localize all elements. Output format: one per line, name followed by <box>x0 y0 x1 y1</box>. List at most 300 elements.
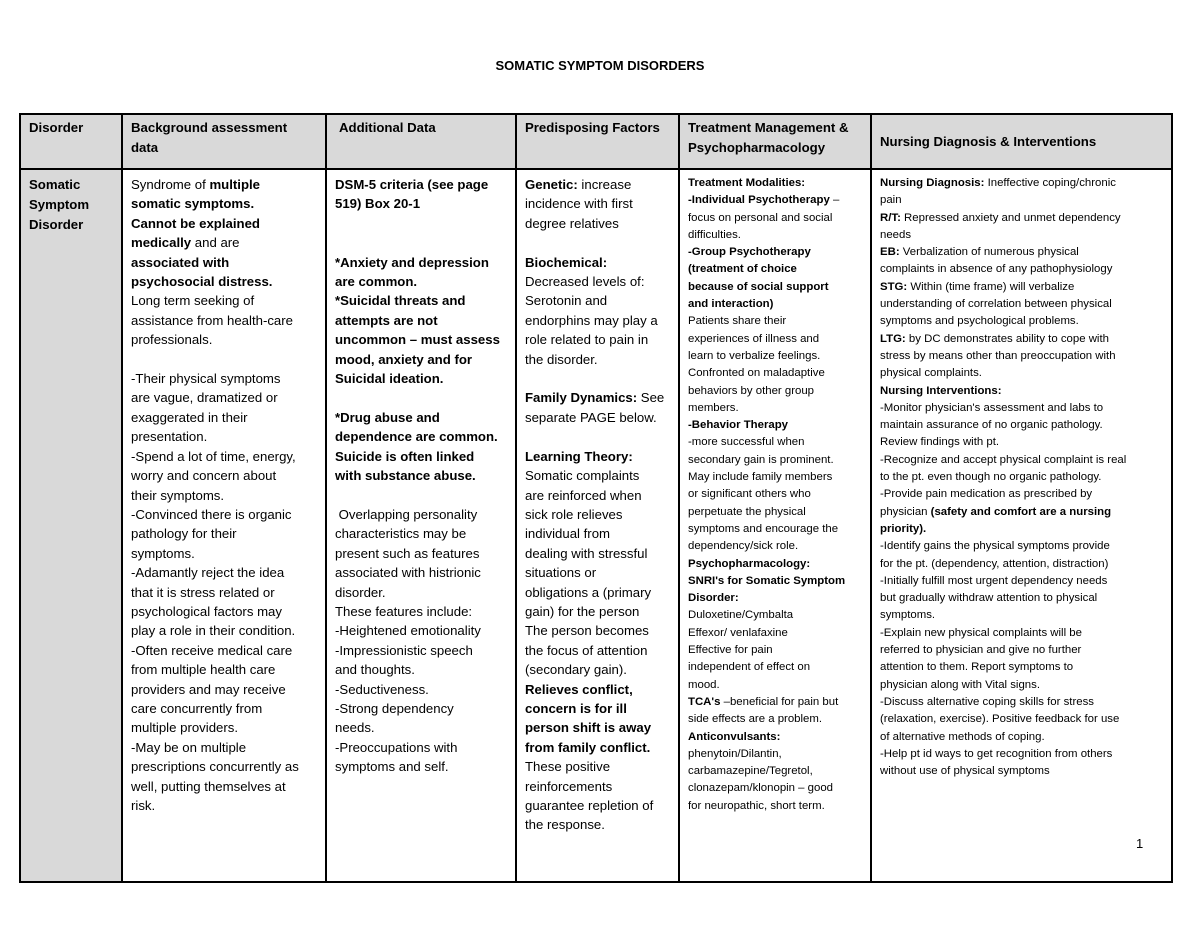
table-header-row <box>20 114 1172 169</box>
cell-line <box>880 383 1163 400</box>
cell-line <box>880 538 1163 555</box>
text-run: characteristics may be <box>335 526 467 542</box>
cell-line <box>688 711 862 728</box>
cell-line <box>880 279 1163 296</box>
text-run: pain <box>880 194 902 207</box>
text-run: multiple providers. <box>131 720 239 736</box>
cell-line <box>131 291 317 310</box>
cell-line <box>525 718 670 737</box>
cell-line <box>131 194 317 213</box>
text-run: well, putting themselves at <box>131 778 286 794</box>
text-run: -Their physical symptoms <box>131 371 281 387</box>
bold-text: associated with <box>131 254 230 270</box>
text-run: care concurrently from <box>131 700 263 716</box>
cell-line <box>525 544 670 563</box>
header-additional-label: Additional Data <box>339 120 436 135</box>
cell-line <box>880 417 1163 434</box>
cell-line <box>880 296 1163 313</box>
cell-line <box>880 400 1163 417</box>
bold-text: medically <box>131 235 192 251</box>
bold-text: EB: <box>880 246 900 259</box>
bold-text: attempts are not <box>335 312 438 328</box>
text-run: independent of effect on <box>688 661 811 674</box>
text-run: -Often receive medical care <box>131 642 293 658</box>
nursing-cell <box>871 169 1172 882</box>
cell-line <box>525 699 670 718</box>
text-run: -Initially fulfill most urgent dependency needs <box>880 574 1108 587</box>
text-run: but gradually withdraw attention to physical <box>880 592 1098 605</box>
bold-text: -Behavior Therapy <box>688 419 789 432</box>
cell-line <box>688 556 862 573</box>
text-run: Serotonin and <box>525 293 608 309</box>
text-run: reinforcements <box>525 778 613 794</box>
bold-text: are common. <box>335 274 418 290</box>
text-run: May include family members <box>688 471 833 484</box>
text-run: present such as features <box>335 545 480 561</box>
cell-line <box>131 757 317 776</box>
text-run: guarantee repletion of <box>525 798 654 813</box>
cell-line: Somatic <box>29 177 81 192</box>
bold-text: dependence are common. <box>335 429 498 445</box>
bold-text: -Group Psychotherapy <box>688 246 811 259</box>
cell-line <box>335 738 507 757</box>
bold-text: person shift is away <box>525 720 652 736</box>
additional-cell <box>326 169 516 882</box>
text-run: Patients share their <box>688 315 787 328</box>
text-run: Review findings with pt. <box>880 436 1000 449</box>
cell-line <box>335 602 507 621</box>
bold-text: with substance abuse. <box>335 468 476 484</box>
text-run: complaints in absence of any pathophysiology <box>880 263 1113 276</box>
cell-line <box>525 311 670 330</box>
text-run: learn to verbalize feelings. <box>688 349 821 362</box>
cell-line <box>335 641 507 660</box>
text-run: -Convinced there is organic <box>131 506 292 522</box>
bold-text: SNRI's for Somatic Symptom <box>688 574 846 587</box>
cell-line <box>688 521 862 538</box>
text-run: prescriptions concurrently as <box>131 759 299 775</box>
text-run: Long term seeking of <box>131 293 255 309</box>
text-run: are reinforced when <box>525 487 642 503</box>
background-cell <box>122 169 326 882</box>
cell-line <box>880 486 1163 503</box>
text-run: Syndrome of <box>131 177 210 192</box>
text-run: Overlapping personality <box>335 506 478 522</box>
text-run: These features include: <box>335 603 473 619</box>
cell-line <box>131 680 317 699</box>
cell-line <box>880 521 1163 538</box>
cell-line <box>525 466 670 485</box>
cell-line <box>335 447 507 466</box>
text-run: -Heightened emotionality <box>335 623 481 639</box>
text-run: presentation. <box>131 429 208 445</box>
text-run: focus on personal and social <box>688 211 833 224</box>
text-run: -Discuss alternative coping skills for stress <box>880 695 1094 708</box>
cell-line <box>335 718 507 737</box>
cell-line <box>880 175 1163 192</box>
cell-line <box>880 659 1163 676</box>
cell-line <box>335 388 507 407</box>
cell-line <box>880 227 1163 244</box>
bold-text: Suicidal ideation. <box>335 371 444 387</box>
bold-text: Anticonvulsants: <box>688 730 781 743</box>
cell-line <box>131 544 317 563</box>
cell-line <box>335 544 507 563</box>
text-run: -Impressionistic speech <box>335 642 473 658</box>
bold-text: Genetic: <box>525 177 578 192</box>
cell-line <box>335 408 507 427</box>
text-run: dependency/sick role. <box>688 540 799 553</box>
text-run: These positive <box>525 759 611 775</box>
cell-line <box>880 625 1163 642</box>
cell-line <box>335 466 507 485</box>
header-disorder: Disorder <box>20 114 122 169</box>
text-run: by DC demonstrates ability to cope with <box>905 332 1109 345</box>
page-number: 1 <box>1136 836 1144 851</box>
cell-line <box>688 434 862 451</box>
text-run: dealing with stressful <box>525 545 648 561</box>
bold-text: Psychopharmacology: <box>688 557 811 570</box>
cell-line <box>525 583 670 602</box>
text-run: difficulties. <box>688 228 741 241</box>
cell-line <box>335 175 507 194</box>
bold-text: R/T: <box>880 211 901 224</box>
text-run: Ineffective coping/chronic <box>984 177 1116 189</box>
text-run: physical complaints. <box>880 367 982 380</box>
bold-text: somatic symptoms. <box>131 196 255 212</box>
cell-line <box>688 642 862 659</box>
cell-line <box>335 194 507 213</box>
cell-line <box>525 621 670 640</box>
cell-line <box>335 291 507 310</box>
cell-line <box>525 660 670 679</box>
text-run: without use of physical symptoms <box>880 765 1050 778</box>
cell-line <box>880 556 1163 573</box>
text-run: separate PAGE below. <box>525 409 657 425</box>
bold-text: DSM-5 criteria (see page <box>335 177 489 192</box>
bold-text: Suicide is often linked <box>335 448 475 464</box>
cell-line <box>131 718 317 737</box>
cell-line <box>880 607 1163 624</box>
cell-line <box>525 330 670 349</box>
cell-line <box>880 763 1163 780</box>
text-run: -Monitor physician's assessment and labs to <box>880 401 1104 414</box>
text-run: providers and may receive <box>131 681 286 697</box>
cell-line <box>131 738 317 757</box>
cell-line <box>525 777 670 796</box>
text-run: -Spend a lot of time, energy, <box>131 448 296 464</box>
cell-line <box>880 244 1163 261</box>
cell-line <box>688 538 862 555</box>
cell-line <box>880 192 1163 209</box>
text-run: needs <box>880 228 912 241</box>
bold-text: uncommon – must assess <box>335 332 500 348</box>
bold-text: from family conflict. <box>525 739 651 755</box>
bold-text: psychosocial distress. <box>131 274 273 290</box>
cell-line <box>131 272 317 291</box>
bold-text: Nursing Diagnosis: <box>880 177 985 189</box>
cell-line <box>880 331 1163 348</box>
text-run: -Identify gains the physical symptoms provide <box>880 540 1110 553</box>
cell-line <box>525 233 670 252</box>
text-run: physician <box>880 505 931 518</box>
cell-line <box>525 563 670 582</box>
text-run: risk. <box>131 798 156 813</box>
cell-line <box>880 590 1163 607</box>
cell-line <box>335 505 507 524</box>
text-run: Effexor/ venlafaxine <box>688 626 788 639</box>
bold-text: because of social support <box>688 280 829 293</box>
bold-text: LTG: <box>880 332 906 345</box>
symptom-table <box>19 113 1173 883</box>
cell-line <box>688 625 862 642</box>
cell-line <box>688 192 862 209</box>
cell-line <box>688 659 862 676</box>
cell-line <box>131 505 317 524</box>
cell-line <box>688 331 862 348</box>
cell-line <box>688 763 862 780</box>
text-run: See <box>637 390 665 406</box>
text-run: physician along with Vital signs. <box>880 678 1040 691</box>
bold-text: *Anxiety and depression <box>335 254 489 270</box>
text-run: worry and concern about <box>131 468 277 484</box>
text-run: the disorder. <box>525 351 598 367</box>
cell-line <box>688 677 862 694</box>
cell-line <box>688 590 862 607</box>
text-run: maintain assurance of no organic pathology. <box>880 419 1103 432</box>
cell-line <box>688 504 862 521</box>
cell-line <box>880 261 1163 278</box>
bold-text: Biochemical: <box>525 254 608 270</box>
cell-line <box>131 330 317 349</box>
cell-line <box>688 746 862 763</box>
cell-line <box>131 777 317 796</box>
cell-line <box>131 214 317 233</box>
cell-line <box>688 227 862 244</box>
text-run: role related to pain in <box>525 332 649 348</box>
cell-line <box>131 660 317 679</box>
cell-line <box>131 175 317 194</box>
header-predisposing: Predisposing Factors <box>516 114 679 169</box>
bold-text: concern is for ill <box>525 700 627 716</box>
text-run: to the pt. even though no organic pathology. <box>880 471 1102 484</box>
cell-line <box>688 798 862 815</box>
cell-line <box>131 796 317 815</box>
text-run: individual from <box>525 526 611 542</box>
bold-text: and interaction) <box>688 298 774 311</box>
text-run: Confronted on maladaptive <box>688 367 825 380</box>
cell-line <box>688 175 862 192</box>
text-run: Somatic complaints <box>525 468 640 484</box>
text-run: and thoughts. <box>335 662 415 678</box>
cell-line <box>335 427 507 446</box>
text-run: their symptoms. <box>131 487 225 503</box>
cell-line <box>335 214 507 233</box>
text-run: sick role relieves <box>525 506 623 522</box>
cell-line <box>880 348 1163 365</box>
text-run: -Preoccupations with <box>335 739 458 755</box>
text-run: clonazepam/klonopin – good <box>688 782 834 795</box>
cell-line <box>880 694 1163 711</box>
header-treatment: Treatment Management & Psychopharmacology <box>679 114 871 169</box>
cell-line <box>131 427 317 446</box>
cell-line <box>880 642 1163 659</box>
text-run: side effects are a problem. <box>688 713 823 726</box>
cell-line <box>525 214 670 233</box>
text-run: symptoms. <box>880 609 936 622</box>
cell-line <box>880 313 1163 330</box>
cell-line <box>335 680 507 699</box>
text-run: obligations a (primary <box>525 584 652 600</box>
text-run: gain) for the person <box>525 603 640 619</box>
bold-text: Relieves conflict, <box>525 681 633 697</box>
cell-line <box>688 486 862 503</box>
cell-line <box>335 330 507 349</box>
cell-line <box>335 621 507 640</box>
cell-line <box>335 369 507 388</box>
cell-line <box>525 641 670 660</box>
bold-text: mood, anxiety and for <box>335 351 473 367</box>
bold-text: Disorder: <box>688 592 739 605</box>
cell-line <box>688 365 862 382</box>
cell-line <box>688 383 862 400</box>
bold-text: *Suicidal threats and <box>335 293 466 309</box>
cell-line <box>525 815 670 834</box>
text-run: referred to physician and give no further <box>880 644 1082 657</box>
bold-text: 519) Box 20-1 <box>335 196 421 212</box>
cell-line <box>525 388 670 407</box>
cell-line <box>131 563 317 582</box>
header-additional <box>326 114 516 169</box>
cell-line <box>525 757 670 776</box>
text-run: that it is stress related or <box>131 584 275 600</box>
text-run: symptoms and encourage the <box>688 522 839 535</box>
cell-line <box>525 796 670 815</box>
text-run: the focus of attention <box>525 642 648 658</box>
text-run: degree relatives <box>525 215 619 231</box>
text-run: disorder. <box>335 584 386 600</box>
cell-line <box>688 729 862 746</box>
cell-line <box>688 452 862 469</box>
cell-line <box>335 563 507 582</box>
text-run: phenytoin/Dilantin, <box>688 747 782 760</box>
cell-line: Symptom <box>29 197 90 212</box>
text-run: psychological factors may <box>131 603 282 619</box>
cell-line <box>335 757 507 776</box>
text-run: assistance from health-care <box>131 312 293 328</box>
text-run: increase <box>577 177 632 192</box>
cell-line <box>335 660 507 679</box>
text-run: -more successful when <box>688 436 805 449</box>
header-nursing: Nursing Diagnosis & Interventions <box>871 114 1172 169</box>
cell-line <box>525 447 670 466</box>
cell-line <box>688 279 862 296</box>
cell-line <box>880 469 1163 486</box>
cell-line <box>525 175 670 194</box>
text-run: Duloxetine/Cymbalta <box>688 609 794 622</box>
text-run: -Adamantly reject the idea <box>131 565 285 581</box>
cell-line <box>525 350 670 369</box>
text-run: The person becomes <box>525 623 649 639</box>
text-run: Effective for pain <box>688 644 773 657</box>
cell-line <box>525 602 670 621</box>
cell-line <box>131 466 317 485</box>
cell-line: Disorder <box>29 217 84 232</box>
cell-line <box>880 365 1163 382</box>
cell-line <box>335 486 507 505</box>
cell-line <box>525 291 670 310</box>
cell-line <box>525 738 670 757</box>
bold-text: (treatment of choice <box>688 263 797 276</box>
cell-line <box>880 504 1163 521</box>
text-run: or significant others who <box>688 488 811 501</box>
cell-line <box>131 621 317 640</box>
cell-line <box>525 505 670 524</box>
text-run: needs. <box>335 720 375 736</box>
text-run: and are <box>191 235 240 251</box>
text-run: Decreased levels of: <box>525 274 645 290</box>
cell-line <box>880 711 1163 728</box>
cell-line <box>880 210 1163 227</box>
cell-line <box>525 194 670 213</box>
text-run: are vague, dramatized or <box>131 390 278 406</box>
text-run: members. <box>688 401 739 414</box>
cell-line <box>688 261 862 278</box>
cell-line <box>131 447 317 466</box>
text-run: perpetuate the physical <box>688 505 806 518</box>
text-run: experiences of illness and <box>688 332 820 345</box>
text-run: of alternative methods of coping. <box>880 730 1045 743</box>
text-run: for neuropathic, short term. <box>688 799 825 812</box>
cell-line <box>335 272 507 291</box>
text-run: behaviors by other group <box>688 384 815 397</box>
cell-line <box>688 417 862 434</box>
cell-line <box>525 272 670 291</box>
text-run: symptoms. <box>131 545 195 561</box>
bold-text: priority). <box>880 522 927 535</box>
text-run: associated with histrionic <box>335 565 481 581</box>
cell-line <box>525 427 670 446</box>
cell-line <box>880 573 1163 590</box>
text-run: situations or <box>525 565 597 581</box>
cell-line <box>131 641 317 660</box>
text-run: -Seductiveness. <box>335 681 429 697</box>
text-run: exaggerated in their <box>131 409 248 425</box>
text-run: from multiple health care <box>131 662 276 678</box>
cell-line <box>688 400 862 417</box>
disorder-cell <box>20 169 122 882</box>
text-run: -Strong dependency <box>335 700 454 716</box>
cell-line <box>131 602 317 621</box>
bold-text: Family Dynamics: <box>525 390 638 406</box>
text-run: (relaxation, exercise). Positive feedback for use <box>880 713 1120 726</box>
cell-line <box>335 583 507 602</box>
cell-line <box>688 210 862 227</box>
cell-line <box>525 408 670 427</box>
text-run: secondary gain is prominent. <box>688 453 834 466</box>
text-run: stress by means other than preoccupation with <box>880 349 1116 362</box>
text-run: symptoms and psychological problems. <box>880 315 1079 328</box>
cell-line <box>688 573 862 590</box>
text-run: Verbalization of numerous physical <box>899 246 1079 259</box>
text-run: incidence with first <box>525 196 633 212</box>
bold-text: TCA's <box>688 695 721 708</box>
cell-line <box>335 253 507 272</box>
text-run: -May be on multiple <box>131 739 247 755</box>
cell-line <box>131 524 317 543</box>
header-background: Background assessment data <box>122 114 326 169</box>
treatment-cell <box>679 169 871 882</box>
